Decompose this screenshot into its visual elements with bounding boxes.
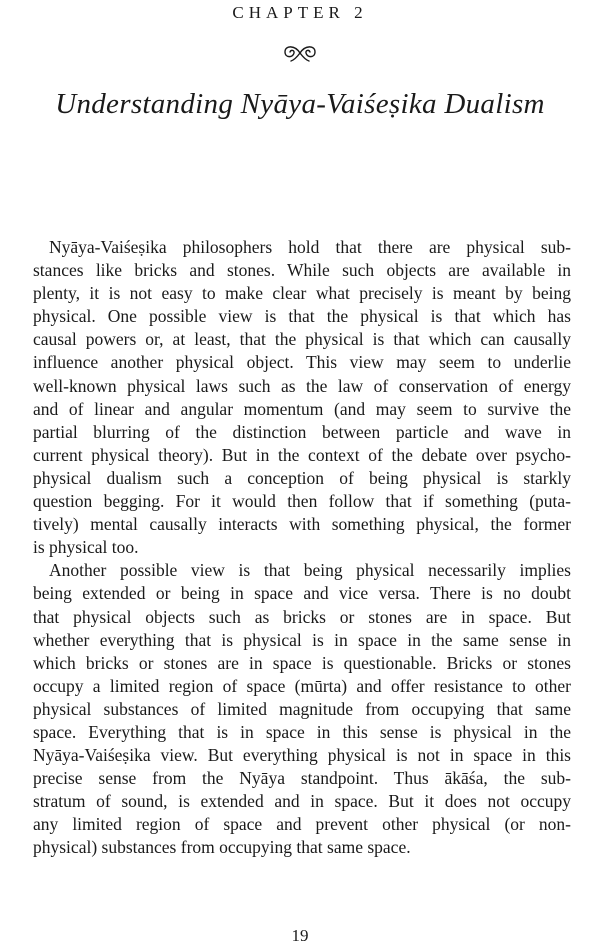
text-line: occupy a limited region of space (mūrta) and offer resistance to other	[33, 675, 571, 696]
chapter-title: Understanding Nyāya-Vaiśeṣika Dualism	[55, 88, 545, 120]
page-number: 19	[291, 926, 309, 945]
text-line: causal powers or, at least, that the physical is that which can causally	[33, 329, 571, 350]
text-line: influence another physical object. This view may seem to underlie	[33, 352, 571, 373]
text-line: space. Everything that is in space in this sense is physical in the	[33, 721, 571, 742]
text-line: Another possible view is that being physical necessarily implies	[49, 560, 571, 581]
text-line: and of linear and angular momentum (and may seem to survive the	[33, 398, 571, 419]
paragraph	[33, 236, 571, 559]
text-line: well-known physical laws such as the law of conservation of energy	[33, 375, 571, 396]
text-line: precise sense from the Nyāya standpoint. Thus ākāśa, the sub-	[33, 768, 571, 789]
text-line: any limited region of space and prevent other physical (or non-	[33, 814, 571, 835]
text-line: that physical objects such as bricks or stones are in space. But	[33, 606, 571, 627]
text-line: tively) mental causally interacts with something physical, the former	[33, 514, 571, 535]
text-line: Nyāya-Vaiśeṣika view. But everything physical is not in space in this	[33, 745, 571, 766]
text-line: question begging. For it would then follow that if something (puta-	[33, 491, 571, 512]
text-line: stances like bricks and stones. While such objects are available in	[33, 260, 571, 281]
chapter-label: CHAPTER 2	[232, 3, 368, 22]
text-line: physical dualism such a conception of being physical is starkly	[33, 467, 571, 488]
text-line: whether everything that is physical is in space in the same sense in	[33, 629, 571, 650]
text-line: physical substances of limited magnitude from occupying that same	[33, 698, 571, 719]
text-line: physical) substances from occupying that same space.	[33, 837, 411, 858]
body-text	[33, 236, 571, 860]
floral-ornament-icon	[280, 42, 320, 64]
text-line: which bricks or stones are in space is questionable. Bricks or stones	[33, 652, 571, 673]
text-line: being extended or being in space and vice versa. There is no doubt	[33, 583, 571, 604]
text-line: partial blurring of the distinction between particle and wave in	[33, 421, 571, 442]
text-line: current physical theory). But in the context of the debate over psycho-	[33, 444, 571, 465]
text-line: plenty, it is not easy to make clear what precisely is meant by being	[33, 283, 571, 304]
text-line: physical. One possible view is that the physical is that which has	[33, 306, 571, 327]
paragraph	[33, 559, 571, 859]
text-line: stratum of sound, is extended and in space. But it does not occupy	[33, 791, 571, 812]
text-line: is physical too.	[33, 537, 139, 558]
text-line: Nyāya-Vaiśeṣika philosophers hold that there are physical sub-	[49, 237, 571, 257]
